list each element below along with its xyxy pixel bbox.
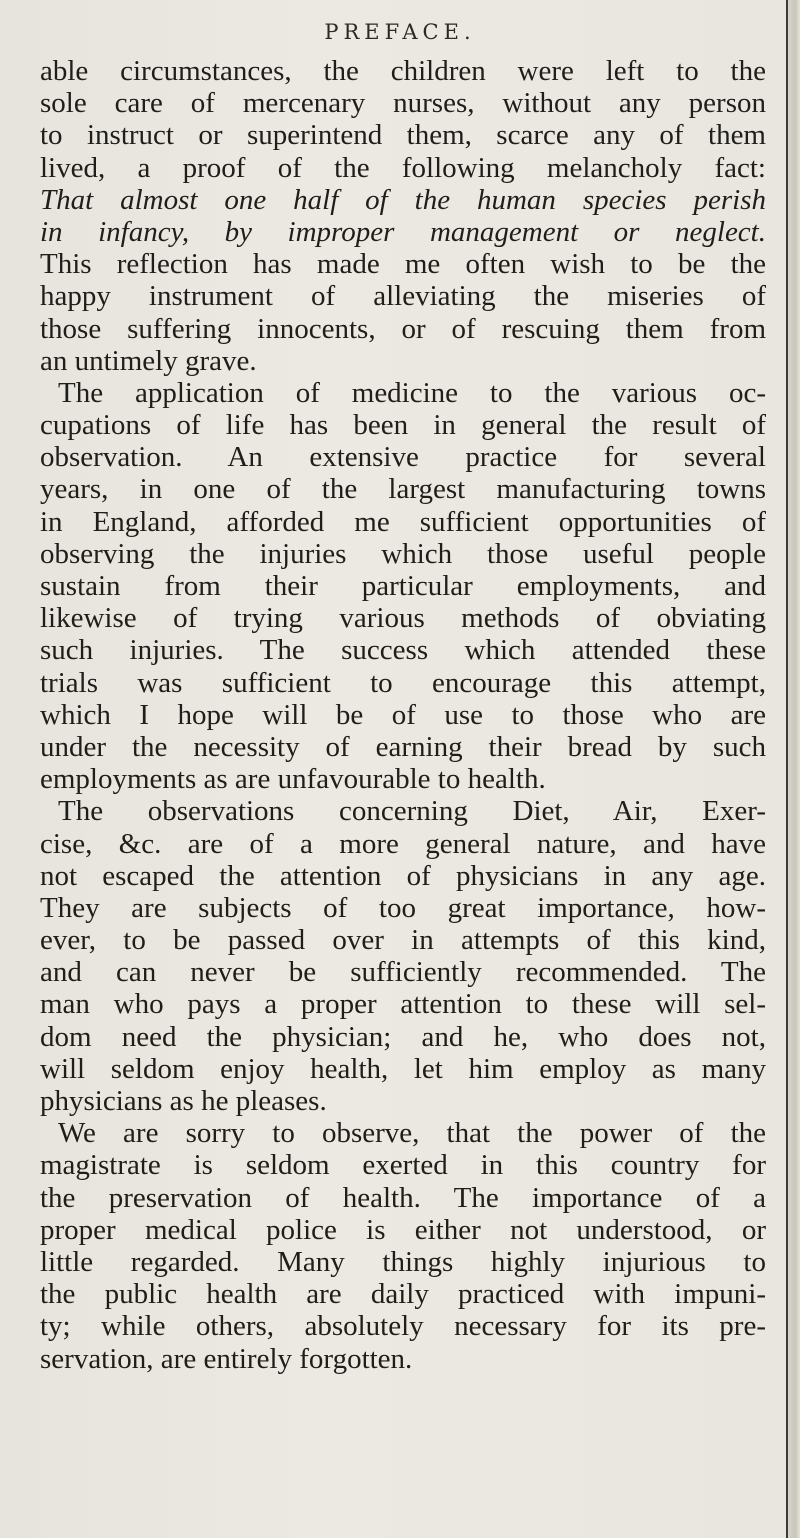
text-line: which I hope will be of use to those who are [40,698,766,731]
page-edge [786,0,800,1538]
text-line: cupations of life has been in general the result of [40,409,766,442]
text-line: the preservation of health. The importance of a [40,1181,766,1214]
text-line-italic: That almost one half of the human species perish [40,183,766,216]
text-line: an untimely grave. [40,344,257,377]
text-line: observation. An extensive practice for several [40,441,766,474]
text-line: those suffering innocents, or of rescuing them from [40,312,766,345]
text-line: We are sorry to observe, that the power of the [58,1117,766,1150]
text-line: trials was sufficient to encourage this attempt, [40,666,766,699]
text-line: observing the injuries which those useful people [40,537,766,570]
running-head: PREFACE. [324,20,476,44]
text-line-italic: in infancy, by improper management or neglect. [40,215,766,248]
text-line: will seldom enjoy health, let him employ as many [40,1052,766,1085]
text-line: They are subjects of too great importance, how- [40,891,766,924]
text-line: likewise of trying various methods of obviating [40,602,766,635]
text-line: to instruct or superintend them, scarce any of them [40,119,766,152]
text-line: The observations concerning Diet, Air, Exer- [58,795,766,828]
text-line: and can never be sufficiently recommended. The [40,956,766,989]
text-line: under the necessity of earning their bread by such [40,730,766,763]
text-line: able circumstances, the children were left to the [40,55,766,87]
text-line: man who pays a proper attention to these will sel- [40,988,766,1021]
text-line: magistrate is seldom exerted in this country for [40,1149,766,1182]
text-line: sustain from their particular employments, and [40,570,766,602]
text-line: lived, a proof of the following melancholy fact: [40,151,766,184]
text-line: not escaped the attention of physicians in any age. [40,859,766,892]
text-line: cise, &c. are of a more general nature, and have [40,827,766,860]
text-line: little regarded. Many things highly injurious to [40,1245,766,1278]
text-line: in England, afforded me sufficient opportunities of [40,505,766,538]
text-line: ever, to be passed over in attempts of this kind, [40,924,766,957]
text-line: ty; while others, absolutely necessary for its pre- [40,1310,766,1343]
text-line: years, in one of the largest manufacturing towns [40,473,766,506]
text-line: happy instrument of alleviating the miseries of [40,280,766,313]
text-line: sole care of mercenary nurses, without any person [40,87,766,120]
text-line: such injuries. The success which attended these [40,634,766,667]
text-line: the public health are daily practiced with impuni- [40,1278,766,1311]
text-line: This reflection has made me often wish to be the [40,248,766,281]
text-line: servation, are entirely forgotten. [40,1342,413,1375]
text-line: physicians as he pleases. [40,1085,327,1117]
text-line: The application of medicine to the various oc- [58,376,766,409]
body-text [40,55,766,1375]
text-line: employments as are unfavourable to health. [40,763,546,796]
text-line: proper medical police is either not understood, or [40,1213,766,1246]
text-line: dom need the physician; and he, who does not, [40,1020,766,1053]
